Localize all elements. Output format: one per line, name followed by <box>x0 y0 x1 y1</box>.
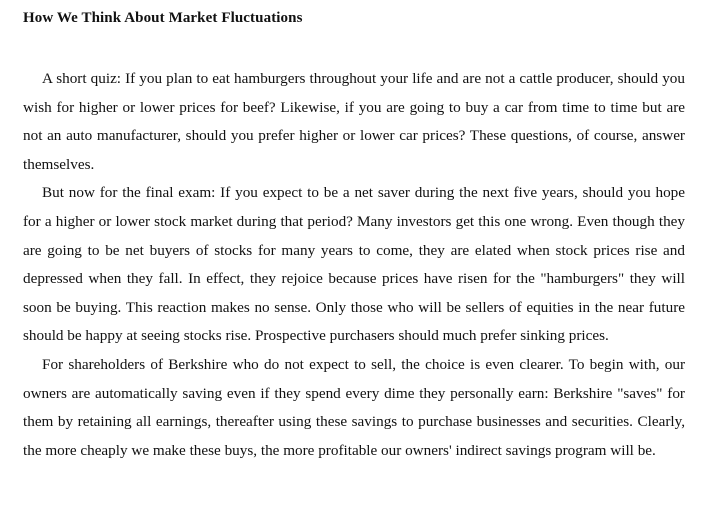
paragraph-berkshire-shareholders: For shareholders of Berkshire who do not expect to sell, the choice is even clearer. To begin with, our owners are automatically saving even if they spend every dime they personally earn: Berkshire "saves" for them by retaining all earnings, thereafter using these savings to purchase businesses and securities. Clearly, the more cheaply we make these buys, the more profitable our owners' indirect savings program will be. <box>23 355 685 459</box>
document-title: How We Think About Market Fluctuations <box>23 10 303 26</box>
document-body <box>23 65 685 465</box>
paragraph-final-exam: But now for the final exam: If you expect to be a net saver during the next five years, should you hope for a higher or lower stock market during that period? Many investors get this one wrong. Even though they are going to be net buyers of stocks for many years to come, they are elated when stock prices rise and depressed when they fall. In effect, they rejoice because prices have risen for the "hamburgers" they will soon be buying. This reaction makes no sense. Only those who will be sellers of equities in the near future should be happy at seeing stocks rise. Prospective purchasers should much prefer sinking prices. <box>23 184 685 345</box>
paragraph-quiz: A short quiz: If you plan to eat hamburgers throughout your life and are not a cattle producer, should you wish for higher or lower prices for beef? Likewise, if you are going to buy a car from time to time but are not an auto manufacturer, should you prefer higher or lower car prices? These questions, of course, answer themselves. <box>23 70 685 173</box>
